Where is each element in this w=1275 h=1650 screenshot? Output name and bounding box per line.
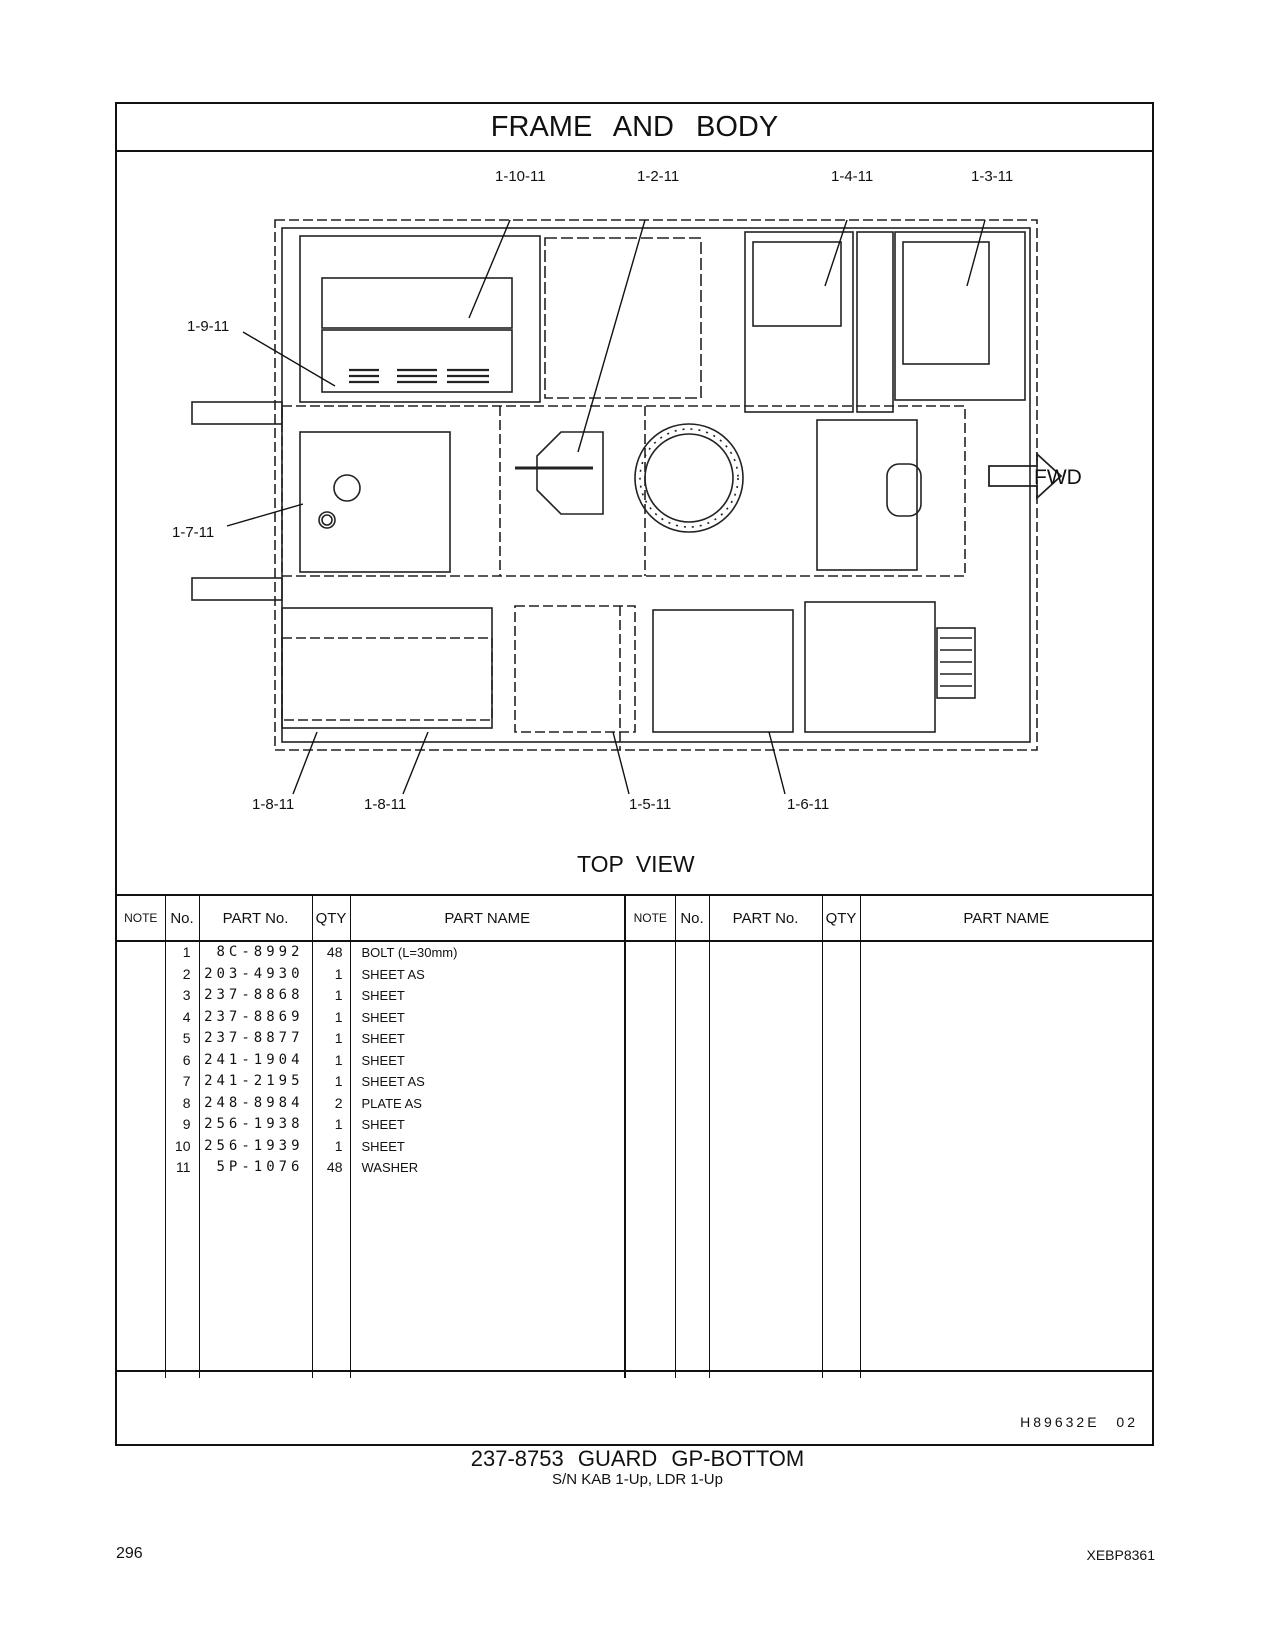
quantity: 1 [334,1051,343,1068]
quantity: 2 [334,1094,343,1111]
item-number: 5 [182,1030,191,1046]
part-name: SHEET AS [361,966,425,982]
quantity: 1 [334,1137,343,1154]
callout-1-9-11: 1-9-11 [187,318,230,335]
quantity-column [312,941,350,1378]
part-number: 203-4930 [204,965,304,982]
quantity: 1 [334,1030,343,1046]
callout-1-4-11: 1-4-11 [831,168,874,185]
illustration-reference-code: H89632E 02 [1020,1414,1138,1430]
item-number: 9 [182,1116,191,1132]
quantity: 48 [326,1159,343,1175]
callout-1-5-11: 1-5-11 [629,796,672,813]
fwd-label: FWD [1034,466,1082,489]
part-name: WASHER [361,1160,419,1175]
item-number: 6 [182,1051,191,1068]
header-note-right: NOTE [625,895,675,941]
header-part-name-left: PART NAME [350,895,625,941]
page-number: 296 [116,1545,143,1562]
callout-1-10-11: 1-10-11 [495,168,546,185]
part-name: SHEET [361,1031,405,1046]
note-column-right [625,941,675,1378]
callout-1-8-11-right: 1-8-11 [364,796,407,813]
serial-range: S/N KAB 1-Up, LDR 1-Up [552,1471,723,1488]
part-name: SHEET [361,1117,405,1132]
callout-1-7-11: 1-7-11 [172,524,215,541]
item-number-column [165,941,199,1378]
assembly-caption [0,1446,1275,1488]
reference-box [117,1370,1152,1444]
header-part-name-right: PART NAME [860,895,1152,941]
callout-1-3-11: 1-3-11 [971,168,1014,185]
quantity: 1 [334,1116,343,1132]
page-title: FRAME AND BODY [117,104,1152,152]
note-column-left [117,941,165,1378]
parts-page-frame [115,102,1154,1446]
assembly-title: 237-8753 GUARD GP-BOTTOM [470,1446,805,1471]
part-number: 8C-8992 [216,944,304,960]
item-number: 8 [182,1094,191,1111]
quantity: 48 [326,944,343,960]
callout-1-2-11: 1-2-11 [637,168,680,185]
part-number-column-right [709,941,822,1378]
quantity: 1 [334,1073,343,1089]
part-number: 5P-1076 [216,1159,304,1175]
header-part-no-left: PART No. [199,895,312,941]
table-body-row [117,941,1152,1378]
quantity: 1 [334,1008,343,1025]
header-part-no-right: PART No. [709,895,822,941]
part-name-column [350,941,625,1378]
header-qty-left: QTY [312,895,350,941]
part-number: 237-8869 [204,1008,304,1025]
view-label: TOP VIEW [577,851,695,877]
quantity: 1 [334,965,343,982]
header-note-left: NOTE [117,895,165,941]
header-no-right: No. [675,895,709,941]
part-number: 248-8984 [204,1094,304,1111]
item-number: 2 [182,965,191,982]
part-name: BOLT (L=30mm) [361,945,458,960]
header-no-left: No. [165,895,199,941]
part-number: 241-1904 [204,1051,304,1068]
part-name: SHEET AS [361,1074,425,1089]
callout-1-8-11-left: 1-8-11 [252,796,295,813]
item-number: 7 [182,1073,191,1089]
part-number-column [199,941,312,1378]
part-name: SHEET [361,1138,405,1154]
quantity: 1 [334,987,343,1003]
item-number: 1 [182,944,191,960]
quantity-column-right [822,941,860,1378]
part-name: SHEET [361,988,405,1003]
part-number: 241-2195 [204,1073,304,1089]
part-number: 256-1939 [204,1137,304,1154]
item-number: 11 [175,1159,191,1175]
frame-drawing [117,150,1152,894]
top-view-diagram [117,150,1152,894]
callout-1-6-11: 1-6-11 [787,796,830,813]
item-number: 3 [182,987,191,1003]
part-number: 237-8877 [204,1030,304,1046]
header-qty-right: QTY [822,895,860,941]
item-number: 10 [174,1137,191,1154]
parts-table [117,894,1152,1378]
part-number: 237-8868 [204,987,304,1003]
part-name: SHEET [361,1009,405,1025]
part-name: PLATE AS [361,1095,422,1111]
part-name-column-right [860,941,1152,1378]
document-id: XEBP8361 [1086,1547,1155,1563]
table-header-row [117,895,1152,941]
part-name: SHEET [361,1052,405,1068]
item-number: 4 [182,1008,191,1025]
part-number: 256-1938 [204,1116,304,1132]
item-number-column-right [675,941,709,1378]
